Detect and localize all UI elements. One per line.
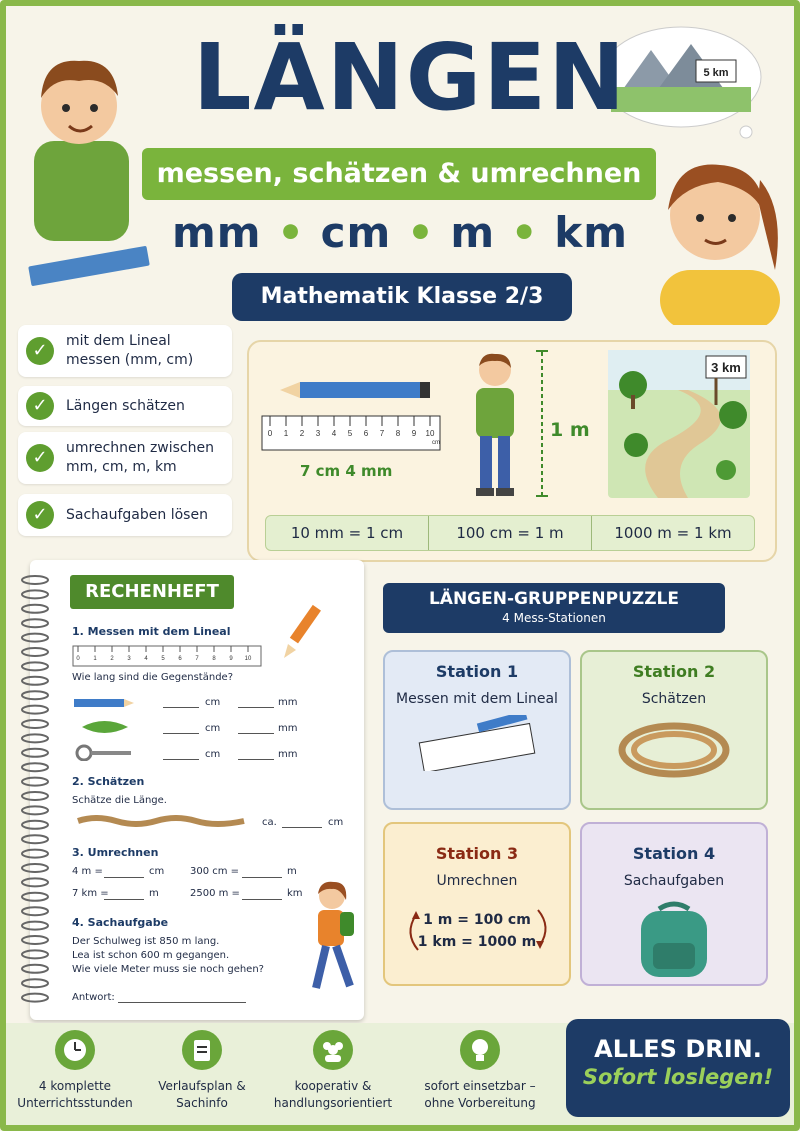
- notebook-ruler-label: 8: [212, 656, 216, 662]
- feature-text: 4 komplette Unterrichtsstunden: [17, 1079, 133, 1110]
- spiral-ring: [22, 950, 48, 958]
- dot-separator: •: [406, 208, 451, 257]
- spiral-ring: [22, 763, 48, 771]
- rope-illustration: [76, 815, 246, 827]
- ruler-tick-label: 6: [363, 429, 369, 438]
- checklist-text: mit dem Lineal messen (mm, cm): [66, 333, 194, 368]
- convert-c: 7 km =: [72, 888, 109, 899]
- pencil-ruler-illustration: [260, 378, 445, 458]
- notebook-section4-title: 4. Sachaufgabe: [72, 916, 169, 929]
- ruler-tick-label: 7: [379, 429, 385, 438]
- checklist-text: Längen schätzen: [66, 397, 185, 414]
- spiral-ring: [22, 720, 48, 728]
- spiral-ring: [22, 965, 48, 973]
- answer-line[interactable]: [282, 827, 322, 828]
- road-landscape-illustration: [608, 350, 750, 498]
- check-icon: ✓: [26, 501, 54, 529]
- answer-line[interactable]: [242, 877, 282, 878]
- feature-plan: [137, 1030, 267, 1112]
- spiral-ring: [22, 893, 48, 901]
- spiral-ring: [22, 850, 48, 858]
- unit-km: km: [554, 208, 628, 257]
- ruler-tick-label: 5: [347, 429, 353, 438]
- notebook-ruler: [72, 645, 262, 667]
- notebook-ruler-label: 5: [161, 656, 165, 662]
- check-icon: ✓: [26, 392, 54, 420]
- spiral-ring: [22, 936, 48, 944]
- formula-1: 1 m = 100 cm: [423, 912, 531, 928]
- spiral-ring: [22, 662, 48, 670]
- puzzle-subtitle: 4 Mess-Stationen: [502, 611, 606, 625]
- cycle-arrows-icon: [398, 905, 558, 955]
- units-line: [170, 208, 630, 257]
- thought-sign: 5 km: [703, 67, 729, 79]
- rope-coil-icon: [614, 715, 734, 785]
- height-arrow: [536, 348, 548, 500]
- measure-label: 7 cm 4 mm: [300, 462, 393, 480]
- notebook-ruler-label: 4: [144, 656, 148, 662]
- spiral-ring: [22, 922, 48, 930]
- spiral-ring: [22, 734, 48, 742]
- conversion-m-km: 1000 m = 1 km: [591, 516, 754, 550]
- answer-line[interactable]: [163, 707, 199, 708]
- walking-girl-illustration: [300, 878, 364, 1002]
- spiral-ring: [22, 907, 48, 915]
- checklist-item: [18, 386, 232, 426]
- station-3-sub: Umrechnen: [436, 873, 518, 889]
- station-2-title: Station 2: [632, 662, 716, 681]
- notebook-ruler-label: 2: [110, 656, 114, 662]
- task-line-2: Lea ist schon 600 m gegangen.: [72, 950, 230, 961]
- conversion-mm-cm: 10 mm = 1 cm: [290, 524, 404, 542]
- spiral-ring: [22, 864, 48, 872]
- feature-text: Verlaufsplan & Sachinfo: [158, 1079, 246, 1110]
- station-3-title: Station 3: [435, 844, 519, 863]
- convert-a: 4 m =: [72, 866, 103, 877]
- group-icon: [313, 1030, 353, 1070]
- task-line-1: Der Schulweg ist 850 m lang.: [72, 936, 220, 947]
- answer-line[interactable]: [118, 1002, 246, 1003]
- answer-line[interactable]: [238, 733, 274, 734]
- spiral-ring: [22, 619, 48, 627]
- checklist-text: Sachaufgaben lösen: [66, 506, 208, 523]
- notebook-ruler-label: 3: [127, 656, 131, 662]
- unit-mm: mm: [278, 749, 298, 760]
- backpack-icon: [629, 899, 719, 979]
- road-sign: 3 km: [711, 360, 741, 375]
- spiral-ring: [22, 691, 48, 699]
- spiral-ring: [22, 706, 48, 714]
- unit-mm: mm: [278, 697, 298, 708]
- ruler-pencil-icon: [417, 715, 537, 771]
- convert-b: 300 cm =: [190, 866, 240, 877]
- station-4[interactable]: [580, 822, 768, 986]
- spiral-ring: [22, 590, 48, 598]
- station-3[interactable]: [383, 822, 571, 986]
- notebook-ruler-label: 0: [76, 656, 80, 662]
- promo-badge: [566, 1019, 790, 1117]
- answer-label: Antwort:: [72, 992, 115, 1003]
- station-1[interactable]: [383, 650, 571, 810]
- spiral-ring: [22, 878, 48, 886]
- clipboard-icon: [182, 1030, 222, 1070]
- unit-m: m: [287, 866, 297, 877]
- badge-line-1: ALLES DRIN.: [594, 1035, 762, 1063]
- spiral-ring: [22, 979, 48, 987]
- height-label: 1 m: [550, 419, 590, 441]
- checklist-item: [18, 432, 232, 484]
- ruler-tick-label: 4: [331, 429, 337, 438]
- unit-cm: cm: [320, 208, 392, 257]
- task-line-3: Wie viele Meter muss sie noch gehen?: [72, 964, 264, 975]
- girl-thinking-illustration: [640, 150, 800, 325]
- spiral-ring: [22, 806, 48, 814]
- checklist-item: [18, 325, 232, 377]
- spiral-ring: [22, 648, 48, 656]
- spiral-ring: [22, 835, 48, 843]
- checklist-item: [18, 494, 232, 536]
- ruler-tick-label: 2: [299, 429, 305, 438]
- lightbulb-icon: [460, 1030, 500, 1070]
- feature-text: sofort einsetzbar – ohne Vorbereitung: [424, 1079, 536, 1110]
- spiral-ring: [22, 634, 48, 642]
- notebook-ruler-label: 6: [178, 656, 182, 662]
- convert-d: 2500 m =: [190, 888, 240, 899]
- notebook-section2-title: 2. Schätzen: [72, 775, 145, 788]
- station-1-sub: Messen mit dem Lineal: [396, 691, 558, 707]
- check-icon: ✓: [26, 337, 54, 365]
- boy-measuring-illustration: [14, 36, 154, 296]
- unit-m: m: [149, 888, 159, 899]
- ruler-tick-label: 9: [411, 429, 417, 438]
- clock-icon: [55, 1030, 95, 1070]
- dot-separator: •: [277, 208, 321, 257]
- answer-line[interactable]: [163, 733, 199, 734]
- checklist-text: umrechnen zwischen mm, cm, m, km: [66, 440, 214, 475]
- pencil-icon: [280, 600, 330, 660]
- spiral-ring: [22, 994, 48, 1002]
- notebook-tag: RECHENHEFT: [70, 575, 234, 609]
- notebook-section1-title: 1. Messen mit dem Lineal: [72, 625, 231, 638]
- unit-cm: cm: [205, 749, 221, 760]
- grade-pill: Mathematik Klasse 2/3: [232, 273, 572, 321]
- notebook-ruler-label: 7: [195, 656, 199, 662]
- conversion-cm-m: 100 cm = 1 m: [428, 516, 591, 550]
- notebook-ca: ca.: [262, 817, 277, 828]
- unit-cm: cm: [205, 723, 221, 734]
- dot-separator: •: [510, 208, 555, 257]
- unit-mm: mm: [278, 723, 298, 734]
- ruler-tick-label: 0: [267, 429, 273, 438]
- spiral-ring: [22, 576, 48, 584]
- ruler-tick-label: 3: [315, 429, 321, 438]
- conversion-bar: [265, 515, 755, 551]
- ruler-tick-label: 10: [425, 429, 435, 438]
- objects-illustration: [74, 697, 136, 761]
- station-4-title: Station 4: [632, 844, 716, 863]
- station-2[interactable]: [580, 650, 768, 810]
- unit-km: km: [287, 888, 303, 899]
- notebook-ruler-label: 9: [229, 656, 233, 662]
- spiral-ring: [22, 821, 48, 829]
- notebook-ruler-label: 1: [93, 656, 97, 662]
- answer-line[interactable]: [238, 759, 274, 760]
- ruler-unit: cm: [432, 440, 440, 446]
- feature-text: kooperativ & handlungsorientiert: [273, 1079, 393, 1110]
- notebook-section3-title: 3. Umrechnen: [72, 846, 159, 859]
- station-4-sub: Sachaufgaben: [623, 873, 725, 889]
- spiral-ring: [22, 778, 48, 786]
- ruler-tick-label: 8: [395, 429, 401, 438]
- standing-boy-illustration: [460, 348, 530, 500]
- notebook-spiral: [18, 574, 52, 1010]
- page-title: LÄNGEN: [192, 24, 628, 131]
- notebook-question: Wie lang sind die Gegenstände?: [72, 672, 234, 683]
- spiral-ring: [22, 749, 48, 757]
- unit-cm: cm: [328, 817, 344, 828]
- unit-m: m: [450, 208, 496, 257]
- feature-coop: [268, 1030, 398, 1112]
- puzzle-title: LÄNGEN-GRUPPENPUZZLE: [428, 589, 680, 609]
- answer-line[interactable]: [163, 759, 199, 760]
- notebook-section2-text: Schätze die Länge.: [72, 795, 167, 806]
- subtitle-band: messen, schätzen & umrechnen: [142, 148, 656, 200]
- spiral-ring: [22, 605, 48, 613]
- answer-line[interactable]: [104, 899, 144, 900]
- formula-2: 1 km = 1000 m: [417, 934, 537, 950]
- answer-line[interactable]: [104, 877, 144, 878]
- unit-cm: cm: [205, 697, 221, 708]
- answer-line[interactable]: [242, 899, 282, 900]
- feature-instant: [415, 1030, 545, 1112]
- feature-lessons: [10, 1030, 140, 1112]
- unit-mm: mm: [172, 208, 262, 257]
- station-2-sub: Schätzen: [641, 691, 707, 707]
- station-1-title: Station 1: [435, 662, 519, 681]
- unit-cm: cm: [149, 866, 165, 877]
- spiral-ring: [22, 792, 48, 800]
- check-icon: ✓: [26, 444, 54, 472]
- puzzle-header: [383, 583, 725, 633]
- spiral-ring: [22, 677, 48, 685]
- notebook-ruler-label: 10: [244, 656, 252, 662]
- answer-line[interactable]: [238, 707, 274, 708]
- badge-line-2: Sofort loslegen!: [582, 1065, 774, 1089]
- ruler-tick-label: 1: [283, 429, 289, 438]
